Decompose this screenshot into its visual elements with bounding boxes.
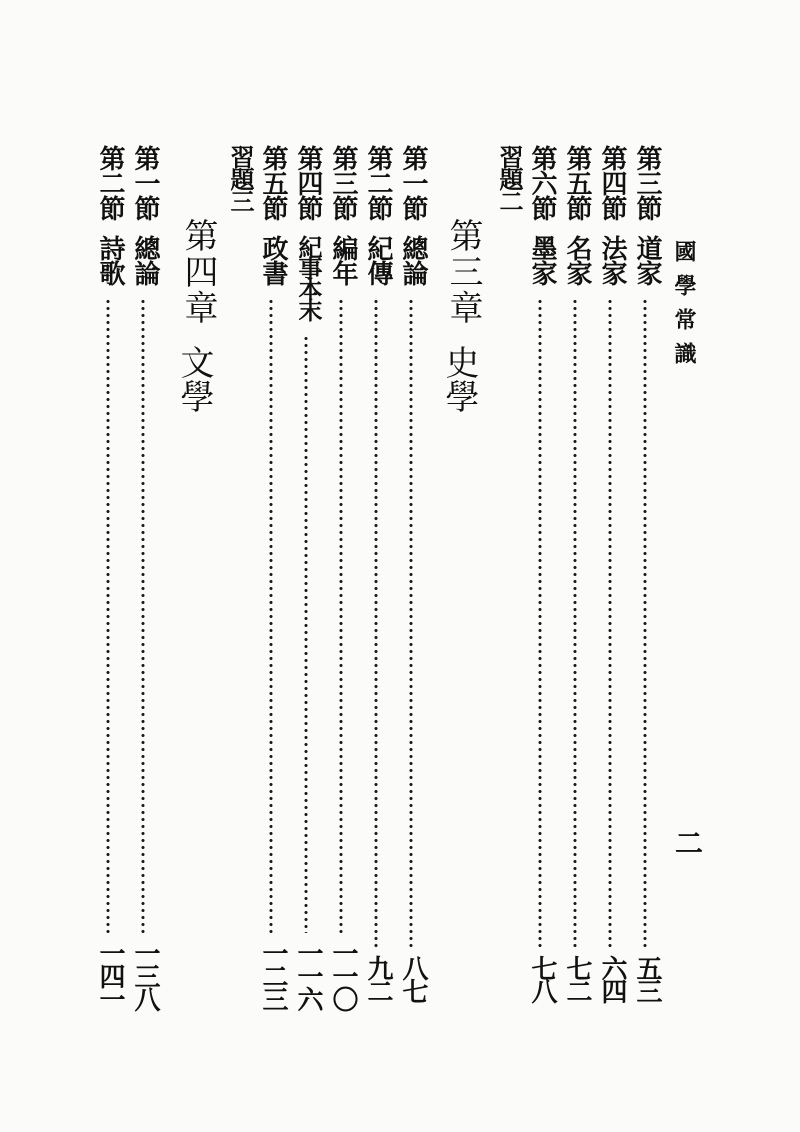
exercise-label: 習題三 [226, 145, 255, 211]
leader-dots [573, 298, 577, 948]
section-label: 第四節 [293, 145, 323, 220]
running-header-book-title: 國學常識 [671, 240, 697, 376]
entry-title: 名家 [562, 235, 592, 285]
leader-dots [141, 298, 145, 933]
leader-dots [304, 335, 308, 933]
leader-dots [608, 298, 612, 948]
leader-dots [538, 298, 542, 948]
leader-dots [106, 298, 110, 933]
entry-page: 一一六 [293, 940, 323, 1009]
section-label: 第五節 [258, 145, 288, 220]
entry-page: 五三 [632, 955, 662, 1001]
chapter-title: 文學 [174, 345, 214, 413]
entry-title: 詩歌 [95, 235, 125, 285]
entry-title: 總論 [398, 235, 428, 285]
entry-page: 一四一 [95, 940, 125, 1009]
section-label: 第五節 [562, 145, 592, 220]
entry-page: 一一〇 [328, 940, 358, 1009]
leader-dots [339, 298, 343, 933]
leader-dots [374, 298, 378, 948]
chapter-heading: 第三章 [443, 218, 483, 326]
entry-page: 一二三 [258, 940, 288, 1009]
section-label: 第四節 [597, 145, 627, 220]
entry-title: 政書 [258, 235, 288, 285]
chapter-title: 史學 [439, 345, 479, 413]
entry-title: 總論 [130, 235, 160, 285]
entry-page: 七二 [562, 955, 592, 1001]
section-label: 第二節 [95, 145, 125, 220]
entry-title: 墨家 [527, 235, 557, 285]
leader-dots [409, 298, 413, 948]
entry-page: 七八 [527, 955, 557, 1001]
entry-page: 六四 [597, 955, 627, 1001]
entry-title: 編年 [328, 235, 358, 285]
exercise-label: 習題二 [495, 145, 524, 211]
section-label: 第六節 [527, 145, 557, 220]
section-label: 第三節 [328, 145, 358, 220]
section-label: 第三節 [632, 145, 662, 220]
section-label: 第一節 [398, 145, 428, 220]
page-number: 二 [675, 827, 704, 860]
entry-title: 紀傳 [363, 235, 393, 285]
leader-dots [269, 298, 273, 933]
leader-dots [643, 298, 647, 948]
chapter-heading: 第四章 [178, 218, 218, 326]
section-label: 第一節 [130, 145, 160, 220]
entry-page: 九二 [363, 955, 393, 1001]
section-label: 第二節 [363, 145, 393, 220]
entry-title: 法家 [597, 235, 627, 285]
entry-page: 八七 [398, 955, 428, 1001]
entry-title: 道家 [632, 235, 662, 285]
entry-page: 一三八 [130, 940, 160, 1009]
entry-title: 紀事本末 [294, 235, 323, 319]
